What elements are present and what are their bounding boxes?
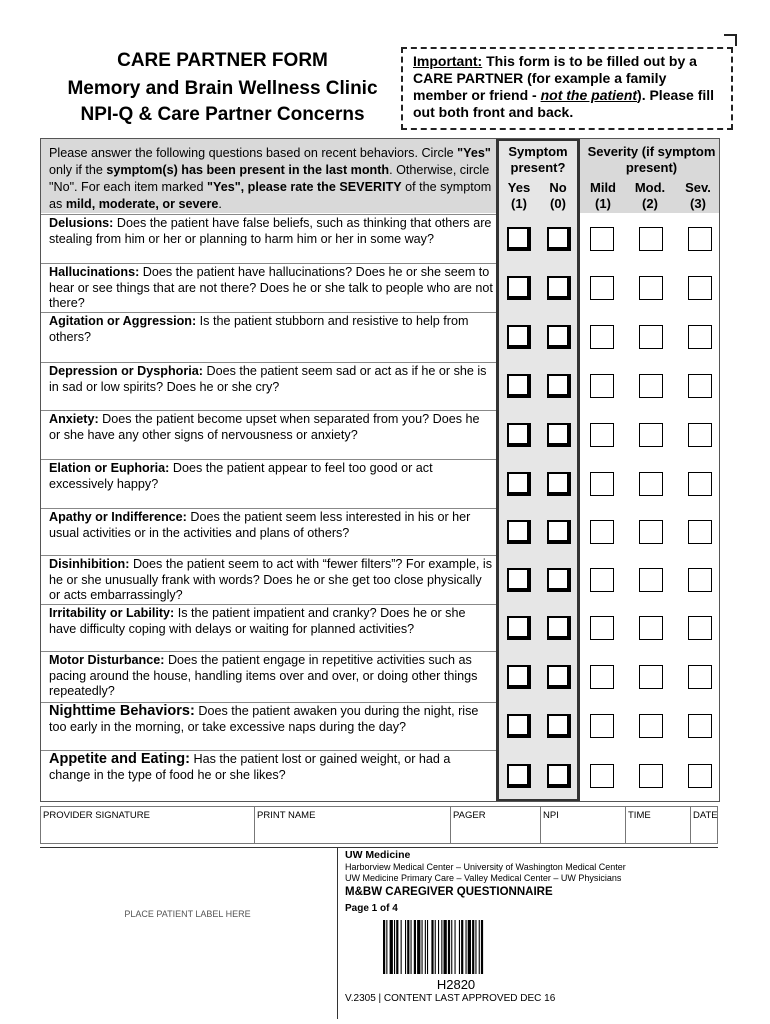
question-description: Is the patient stubborn and resistive to help from others? [49, 314, 469, 344]
sev-checkbox[interactable] [688, 276, 712, 300]
print-name-field[interactable]: PRINT NAME [254, 807, 450, 843]
question-text [49, 412, 494, 443]
mod-checkbox[interactable] [639, 423, 663, 447]
version-line: V.2305 | CONTENT LAST APPROVED DEC 16 [345, 993, 556, 1004]
time-field[interactable]: TIME [625, 807, 690, 843]
question-description: Does the patient have false beliefs, such as thinking that others are stealing from him or her or planning to harm him or her in some way? [49, 216, 492, 246]
sev-checkbox[interactable] [688, 616, 712, 640]
sev-checkbox[interactable] [688, 325, 712, 349]
question-text [49, 265, 494, 312]
question-name: Anxiety: [49, 412, 99, 426]
instructions [49, 145, 494, 213]
instructions-text: of the symptom as [49, 180, 492, 211]
no-checkbox[interactable] [547, 714, 571, 738]
sev-checkbox[interactable] [688, 665, 712, 689]
no-checkbox[interactable] [547, 227, 571, 251]
yes-header [502, 180, 536, 212]
label-area-divider [337, 847, 338, 1019]
clinic-name: Memory and Brain Wellness Clinic [67, 78, 378, 99]
mild-value: (1) [595, 196, 611, 211]
question-text [49, 510, 494, 541]
mild-header [583, 180, 623, 212]
yes-checkbox[interactable] [507, 276, 531, 300]
yes-checkbox[interactable] [507, 568, 531, 592]
question-name: Agitation or Aggression: [49, 314, 197, 328]
sev-checkbox[interactable] [688, 520, 712, 544]
mod-checkbox[interactable] [639, 665, 663, 689]
page-number: Page 1 of 4 [345, 903, 398, 914]
yes-checkbox[interactable] [507, 423, 531, 447]
mod-checkbox[interactable] [639, 616, 663, 640]
sev-checkbox[interactable] [688, 227, 712, 251]
no-checkbox[interactable] [547, 764, 571, 788]
sev-checkbox[interactable] [688, 472, 712, 496]
sev-label: Sev. [685, 180, 711, 195]
footer-divider [40, 847, 718, 848]
questionnaire-title: M&BW CAREGIVER QUESTIONNAIRE [345, 886, 553, 898]
question-description: Does the patient become upset when separated from you? Does he or she have any other signs of nervousness or anxiety? [49, 412, 480, 442]
row-divider [41, 263, 496, 264]
no-checkbox[interactable] [547, 665, 571, 689]
mod-checkbox[interactable] [639, 374, 663, 398]
question-text [49, 653, 494, 700]
mild-checkbox[interactable] [590, 665, 614, 689]
instructions-symptoms: symptom(s) has been present in the last month [106, 163, 390, 177]
important-notice [401, 47, 733, 130]
mild-checkbox[interactable] [590, 423, 614, 447]
mild-checkbox[interactable] [590, 520, 614, 544]
mild-checkbox[interactable] [590, 764, 614, 788]
no-label: No [549, 180, 567, 195]
instructions-text: only if the [49, 163, 107, 177]
question-text [49, 606, 494, 637]
yes-checkbox[interactable] [507, 325, 531, 349]
question-description: Has the patient lost or gained weight, or had a change in the type of food he or she likes? [49, 752, 451, 782]
no-checkbox[interactable] [547, 472, 571, 496]
no-checkbox[interactable] [547, 374, 571, 398]
question-description: Does the patient seem less interested in his or her usual activities or in the activities and plans of others? [49, 510, 471, 540]
centers-line-2: UW Medicine Primary Care – Valley Medical Center – UW Physicians [345, 873, 622, 883]
yes-checkbox[interactable] [507, 714, 531, 738]
sev-checkbox[interactable] [688, 374, 712, 398]
no-checkbox[interactable] [547, 568, 571, 592]
barcode-label: H2820 [436, 977, 476, 992]
pager-field[interactable]: PAGER [450, 807, 540, 843]
yes-checkbox[interactable] [507, 665, 531, 689]
instructions-yes: "Yes" [457, 146, 491, 160]
no-checkbox[interactable] [547, 423, 571, 447]
important-emphasis: not the patient [540, 87, 638, 103]
yes-checkbox[interactable] [507, 764, 531, 788]
question-text [49, 557, 494, 604]
question-description: Does the patient have hallucinations? Does he or she seem to hear or see things that are not there? Does he or she talk to people who are not there? [49, 265, 493, 310]
question-name: Motor Disturbance: [49, 653, 165, 667]
mild-label: Mild [590, 180, 616, 195]
question-name: Hallucinations: [49, 265, 140, 279]
sev-checkbox[interactable] [688, 423, 712, 447]
mod-value: (2) [642, 196, 658, 211]
instructions-text: . [218, 197, 222, 211]
question-text [49, 364, 494, 395]
yes-checkbox[interactable] [507, 520, 531, 544]
row-divider [41, 214, 496, 215]
question-description: Does the patient awaken you during the night, rise too early in the morning, or take excessive naps during the day? [49, 704, 479, 734]
date-field[interactable]: DATE [690, 807, 719, 843]
row-divider [41, 410, 496, 411]
no-value: (0) [550, 196, 566, 211]
question-text [49, 314, 494, 345]
sev-value: (3) [690, 196, 706, 211]
sev-checkbox[interactable] [688, 714, 712, 738]
row-divider [41, 508, 496, 509]
yes-checkbox[interactable] [507, 472, 531, 496]
no-checkbox[interactable] [547, 325, 571, 349]
form-subtitle: NPI-Q & Care Partner Concerns [80, 104, 365, 125]
question-text [49, 216, 494, 247]
question-name: Nighttime Behaviors: [49, 703, 195, 719]
mild-checkbox[interactable] [590, 276, 614, 300]
signature-row [40, 806, 718, 844]
no-header [541, 180, 575, 212]
mod-header [630, 180, 670, 212]
sev-checkbox[interactable] [688, 764, 712, 788]
important-label: Important: [413, 53, 483, 69]
yes-value: (1) [511, 196, 527, 211]
question-text [49, 461, 494, 492]
patient-label-area: PLACE PATIENT LABEL HERE [124, 909, 251, 919]
row-divider [41, 555, 496, 556]
mod-checkbox[interactable] [639, 227, 663, 251]
question-name: Appetite and Eating: [49, 751, 190, 767]
question-description: Is the patient impatient and cranky? Does he or she have difficulty coping with delays or waiting for planned activities? [49, 606, 466, 636]
instructions-text: Please answer the following questions based on recent behaviors. Circle [49, 146, 458, 160]
mild-checkbox[interactable] [590, 325, 614, 349]
mod-checkbox[interactable] [639, 472, 663, 496]
question-text [49, 752, 494, 783]
question-description: Does the patient engage in repetitive activities such as pacing around the house, handling items over and over, or doing other things repeatedly? [49, 653, 478, 698]
mild-checkbox[interactable] [590, 568, 614, 592]
form-title: CARE PARTNER FORM [117, 50, 328, 71]
no-checkbox[interactable] [547, 276, 571, 300]
important-text-2: ). Please fill out both front and back. [413, 87, 715, 120]
question-name: Elation or Euphoria: [49, 461, 170, 475]
mod-checkbox[interactable] [639, 520, 663, 544]
uw-medicine-logo-text: UW Medicine [345, 849, 411, 861]
question-description: Does the patient seem sad or act as if he or she is in sad or low spirits? Does he or she cry? [49, 364, 487, 394]
mild-checkbox[interactable] [590, 374, 614, 398]
important-text-1: This form is to be filled out by a CARE PARTNER (for example a family member or friend - [413, 53, 697, 103]
corner-mark [724, 34, 737, 46]
question-description: Does the patient appear to feel too good or act excessively happy? [49, 461, 433, 491]
question-text [49, 704, 494, 735]
instructions-scale: mild, moderate, or severe [65, 197, 219, 211]
symptom-present-header: Symptom present? [508, 144, 568, 175]
question-name: Delusions: [49, 216, 114, 230]
mod-checkbox[interactable] [639, 325, 663, 349]
barcode [383, 920, 529, 974]
row-divider [41, 651, 496, 652]
row-divider [41, 362, 496, 363]
mod-label: Mod. [634, 180, 666, 195]
mod-checkbox[interactable] [639, 764, 663, 788]
provider-signature-field[interactable]: PROVIDER SIGNATURE [43, 810, 150, 821]
row-divider [41, 459, 496, 460]
severity-header: Severity (if symptom present) [587, 144, 716, 175]
mild-checkbox[interactable] [590, 472, 614, 496]
instructions-text: . Otherwise, circle "No". For each item marked [49, 163, 490, 194]
npi-field[interactable]: NPI [540, 807, 625, 843]
yes-checkbox[interactable] [507, 616, 531, 640]
sev-header [678, 180, 718, 212]
question-name: Apathy or Indifference: [49, 510, 187, 524]
sev-checkbox[interactable] [688, 568, 712, 592]
mod-checkbox[interactable] [639, 714, 663, 738]
mild-checkbox[interactable] [590, 714, 614, 738]
yes-checkbox[interactable] [507, 374, 531, 398]
no-checkbox[interactable] [547, 616, 571, 640]
question-name: Disinhibition: [49, 557, 130, 571]
yes-label: Yes [507, 180, 531, 195]
instructions-severity: "Yes", please rate the SEVERITY [207, 180, 402, 194]
mod-checkbox[interactable] [639, 276, 663, 300]
mild-checkbox[interactable] [590, 227, 614, 251]
question-name: Irritability or Lability: [49, 606, 175, 620]
row-divider [41, 312, 496, 313]
yes-checkbox[interactable] [507, 227, 531, 251]
mild-checkbox[interactable] [590, 616, 614, 640]
centers-line-1: Harborview Medical Center – University of Washington Medical Center [345, 862, 626, 872]
question-description: Does the patient seem to act with “fewer filters”? For example, is he or she unusually frank with words? Does he or she get too close physically or acts embarrassingly? [49, 557, 493, 602]
row-divider [41, 604, 496, 605]
no-checkbox[interactable] [547, 520, 571, 544]
question-name: Depression or Dysphoria: [49, 364, 203, 378]
mod-checkbox[interactable] [639, 568, 663, 592]
